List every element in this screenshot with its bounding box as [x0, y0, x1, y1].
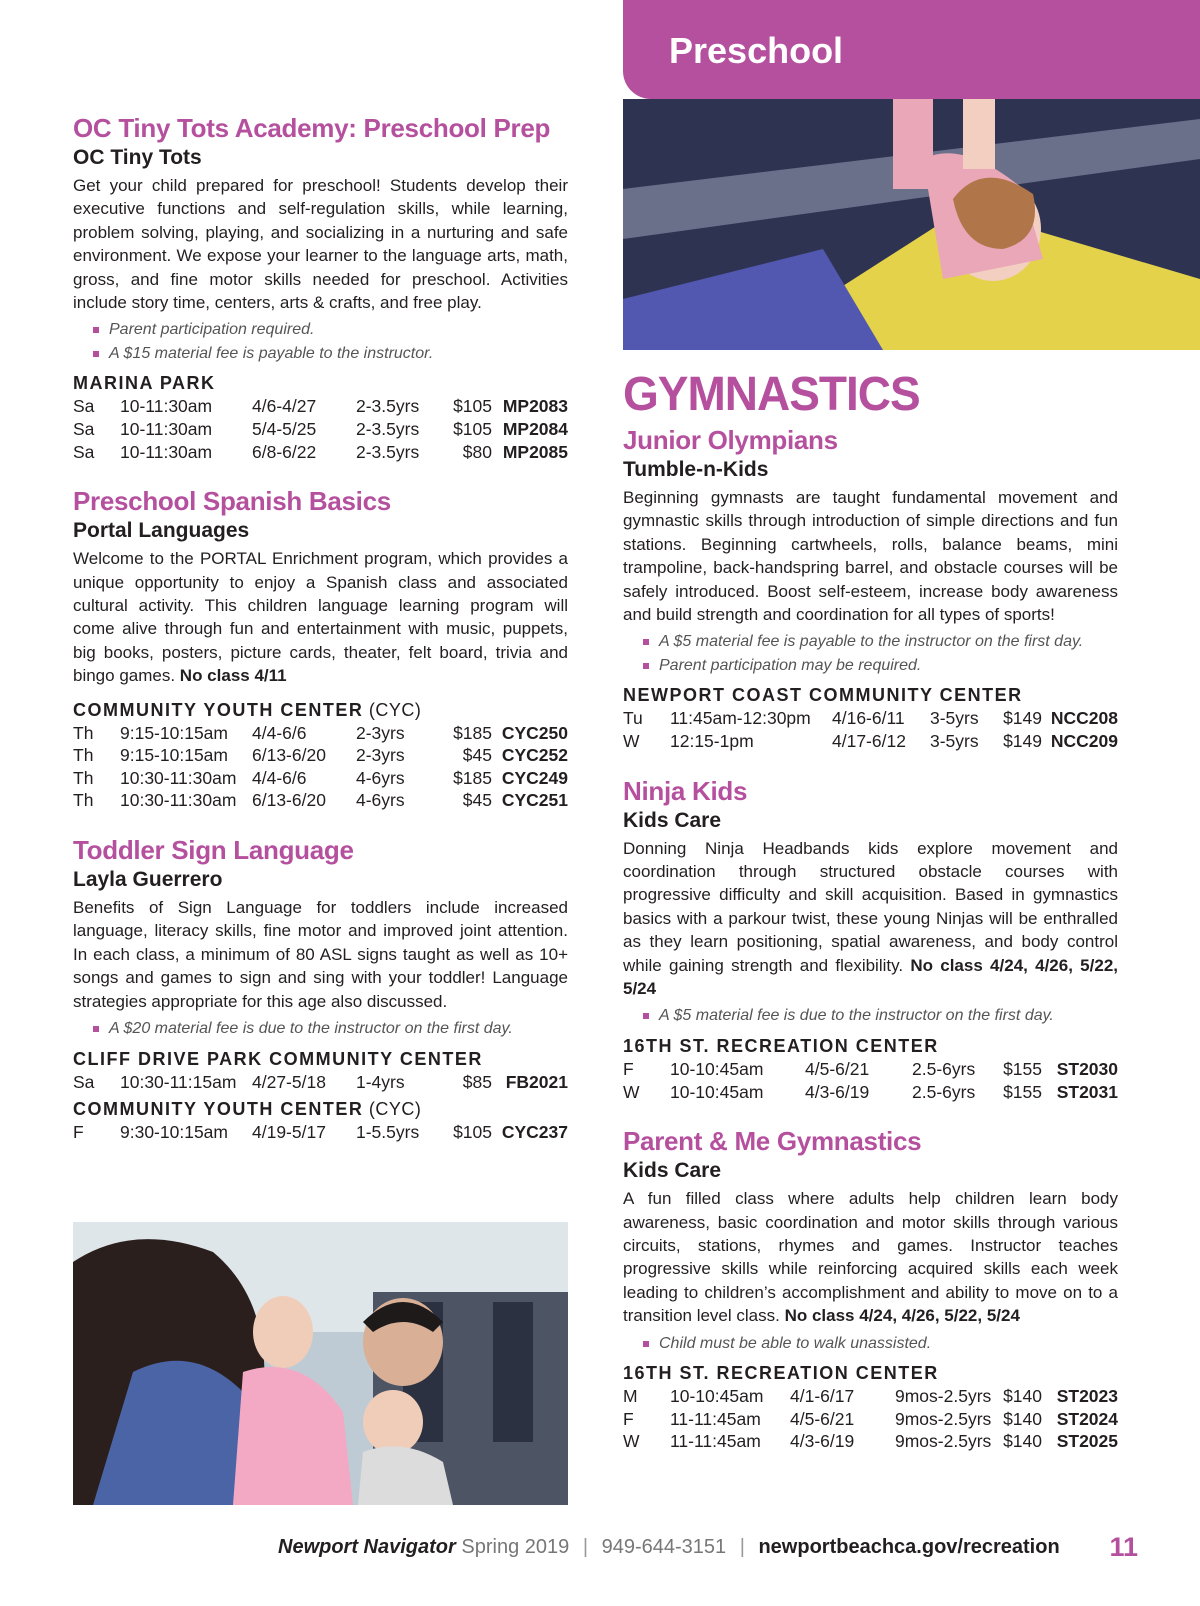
location-heading: 16TH ST. RECREATION CENTER — [623, 1363, 939, 1384]
right-column — [623, 365, 1118, 1475]
class-title: Ninja Kids — [623, 775, 748, 806]
class-notes — [623, 1004, 1118, 1028]
location-heading: COMMUNITY YOUTH CENTER (CYC) — [73, 1099, 422, 1120]
footer-separator: | — [739, 1536, 745, 1558]
location-heading: MARINA PARK — [73, 373, 216, 394]
class-note: A $15 material fee is payable to the instructor. — [93, 342, 568, 366]
class-listing — [73, 485, 568, 812]
class-note: A $5 material fee is due to the instructor on the first day. — [643, 1004, 1118, 1028]
schedule-row: W 12:15-1pm 4/17-6/12 3-5yrs $149 NCC209 — [623, 731, 1118, 752]
class-title: Toddler Sign Language — [73, 835, 354, 866]
class-description: Get your child prepared for preschool! Students develop their executive functions and self-regulation skills, while learning, problem solving, playing, and socializing in a nurturing and safe environment. We expose your learner to the language arts, math, gross, and fine motor skills needed for preschool. Activities include story time, centers, arts & crafts, and free play. — [73, 176, 568, 313]
footer-separator: | — [582, 1536, 589, 1558]
class-title: OC Tiny Tots Academy: Preschool Prep — [73, 113, 551, 143]
schedule-table — [73, 722, 568, 812]
class-provider: OC Tiny Tots — [73, 146, 202, 169]
class-listing — [623, 424, 1118, 753]
schedule-row: Sa 10-11:30am 4/6-4/27 2-3.5yrs $105 MP2083 — [73, 396, 568, 417]
schedule-table — [73, 1071, 568, 1094]
schedule-row: F 10-10:45am 4/5-6/21 2.5-6yrs $155 ST2030 — [623, 1058, 1118, 1079]
class-note: Parent participation may be required. — [643, 654, 1118, 678]
class-title: Junior Olympians — [623, 425, 838, 455]
sign-language-class-photo — [73, 1222, 568, 1505]
page-number: 11 — [1109, 1532, 1138, 1562]
schedule-row: Th 9:15-10:15am 4/4-6/6 2-3yrs $185 CYC250 — [73, 722, 568, 743]
class-listing — [623, 775, 1118, 1104]
class-description: A fun filled class where adults help children learn body awareness, basic coordination and motor skills through various circuits, stations, rhymes and games. Instructor teaches progressive skills while reinforcing acquired skills each week leading to children’s accomplishment and ability to move on to a transition level class. No class 4/24, 4/26, 5/22, 5/24 — [623, 1189, 1118, 1326]
class-notes — [73, 1017, 568, 1041]
schedule-row: Th 10:30-11:30am 6/13-6/20 4-6yrs $45 CYC251 — [73, 790, 568, 811]
class-provider: Kids Care — [623, 1159, 722, 1183]
phone-number: 949-644-3151 — [601, 1536, 727, 1558]
left-column — [73, 112, 568, 1166]
schedule-row: Th 9:15-10:15am 6/13-6/20 2-3yrs $45 CYC252 — [73, 745, 568, 766]
class-title: Preschool Spanish Basics — [73, 486, 391, 517]
class-listing — [73, 834, 568, 1144]
schedule-table — [623, 1385, 1118, 1453]
schedule-row: Th 10:30-11:30am 4/4-6/6 4-6yrs $185 CYC249 — [73, 767, 568, 788]
schedule-table — [73, 1121, 568, 1144]
schedule-row: F 11-11:45am 4/5-6/21 9mos-2.5yrs $140 ST2024 — [623, 1408, 1118, 1429]
location-heading: 16TH ST. RECREATION CENTER — [623, 1035, 939, 1056]
schedule-row: W 10-10:45am 4/3-6/19 2.5-6yrs $155 ST2031 — [623, 1081, 1118, 1102]
class-listing — [73, 112, 568, 463]
schedule-table — [623, 707, 1118, 752]
class-notes — [623, 1332, 1118, 1356]
schedule-row: Sa 10-11:30am 5/4-5/25 2-3.5yrs $105 MP2084 — [73, 419, 568, 440]
class-notes — [73, 318, 568, 365]
class-notes — [623, 630, 1118, 677]
banner-title: Preschool — [669, 30, 844, 71]
schedule-table — [623, 1058, 1118, 1103]
location-heading: COMMUNITY YOUTH CENTER (CYC) — [73, 699, 422, 720]
class-note: A $20 material fee is due to the instructor on the first day. — [93, 1017, 568, 1041]
class-note: Child must be able to walk unassisted. — [643, 1332, 1118, 1356]
location-heading: NEWPORT COAST COMMUNITY CENTER — [623, 685, 1023, 706]
class-provider: Layla Guerrero — [73, 868, 223, 892]
class-provider: Portal Languages — [73, 519, 250, 543]
class-description: Donning Ninja Headbands kids explore movement and coordination through structured obstacle courses with progressive difficulty and skill acquisition. Based in gymnastics basics with a parkour twist, these young Ninjas will be enthralled as they learn positioning, spatial awareness, and body control while gaining strength and flexibility. No class 4/24, 4/26, 5/22, 5/24 — [623, 838, 1118, 999]
schedule-row: M 10-10:45am 4/1-6/17 9mos-2.5yrs $140 ST2023 — [623, 1386, 1118, 1407]
class-provider: Kids Care — [623, 808, 722, 832]
season-label: Spring 2019 — [461, 1536, 570, 1558]
schedule-row: W 11-11:45am 4/3-6/19 9mos-2.5yrs $140 ST2025 — [623, 1431, 1118, 1452]
class-description: Welcome to the PORTAL Enrichment program, which provides a unique opportunity to enjoy a Spanish class and associated cultural activity. This children language learning program will come alive through fun and entertainment with music, puppets, big books, posters, picture cards, theater, felt board, trivia and bingo games. No class 4/11 — [73, 549, 568, 686]
schedule-row: F 9:30-10:15am 4/19-5/17 1-5.5yrs $105 CYC237 — [73, 1122, 568, 1143]
schedule-row: Tu 11:45am-12:30pm 4/16-6/11 3-5yrs $149 NCC208 — [623, 708, 1118, 729]
section-banner — [623, 0, 1200, 99]
schedule-table — [73, 395, 568, 463]
website-link[interactable]: newportbeachca.gov/recreation — [758, 1536, 1060, 1558]
category-heading: GYMNASTICS — [623, 365, 920, 421]
class-note: A $5 material fee is payable to the instructor on the first day. — [643, 630, 1118, 654]
schedule-row: Sa 10-11:30am 6/8-6/22 2-3.5yrs $80 MP2085 — [73, 441, 568, 462]
class-title: Parent & Me Gymnastics — [623, 1126, 922, 1157]
gymnastics-photo — [623, 99, 1200, 350]
class-note: Parent participation required. — [93, 318, 568, 342]
publication-name: Newport Navigator — [278, 1536, 456, 1558]
class-description: Benefits of Sign Language for toddlers include increased language, literacy skills, fine motor and improved joint attention. In each class, a minimum of 80 ASL signs taught as well as 10+ songs and games to sign and sing with your toddler! Language strategies appropriate for this age also discussed. — [73, 898, 568, 1011]
class-listing — [623, 1125, 1118, 1453]
class-description: Beginning gymnasts are taught fundamental movement and gymnastic skills through introduction of simple directions and fun stations. Beginning cartwheels, rolls, balance beams, mini trampoline, back-handspring barrel, and obstacle courses will be safely introduced. Boost self-esteem, increase body awareness and build strength and coordination for all types of sports! — [623, 488, 1118, 625]
page-footer — [278, 1532, 1138, 1566]
class-provider: Tumble-n-Kids — [623, 458, 769, 481]
schedule-row: Sa 10:30-11:15am 4/27-5/18 1-4yrs $85 FB2021 — [73, 1071, 568, 1092]
location-heading: CLIFF DRIVE PARK COMMUNITY CENTER — [73, 1048, 483, 1069]
